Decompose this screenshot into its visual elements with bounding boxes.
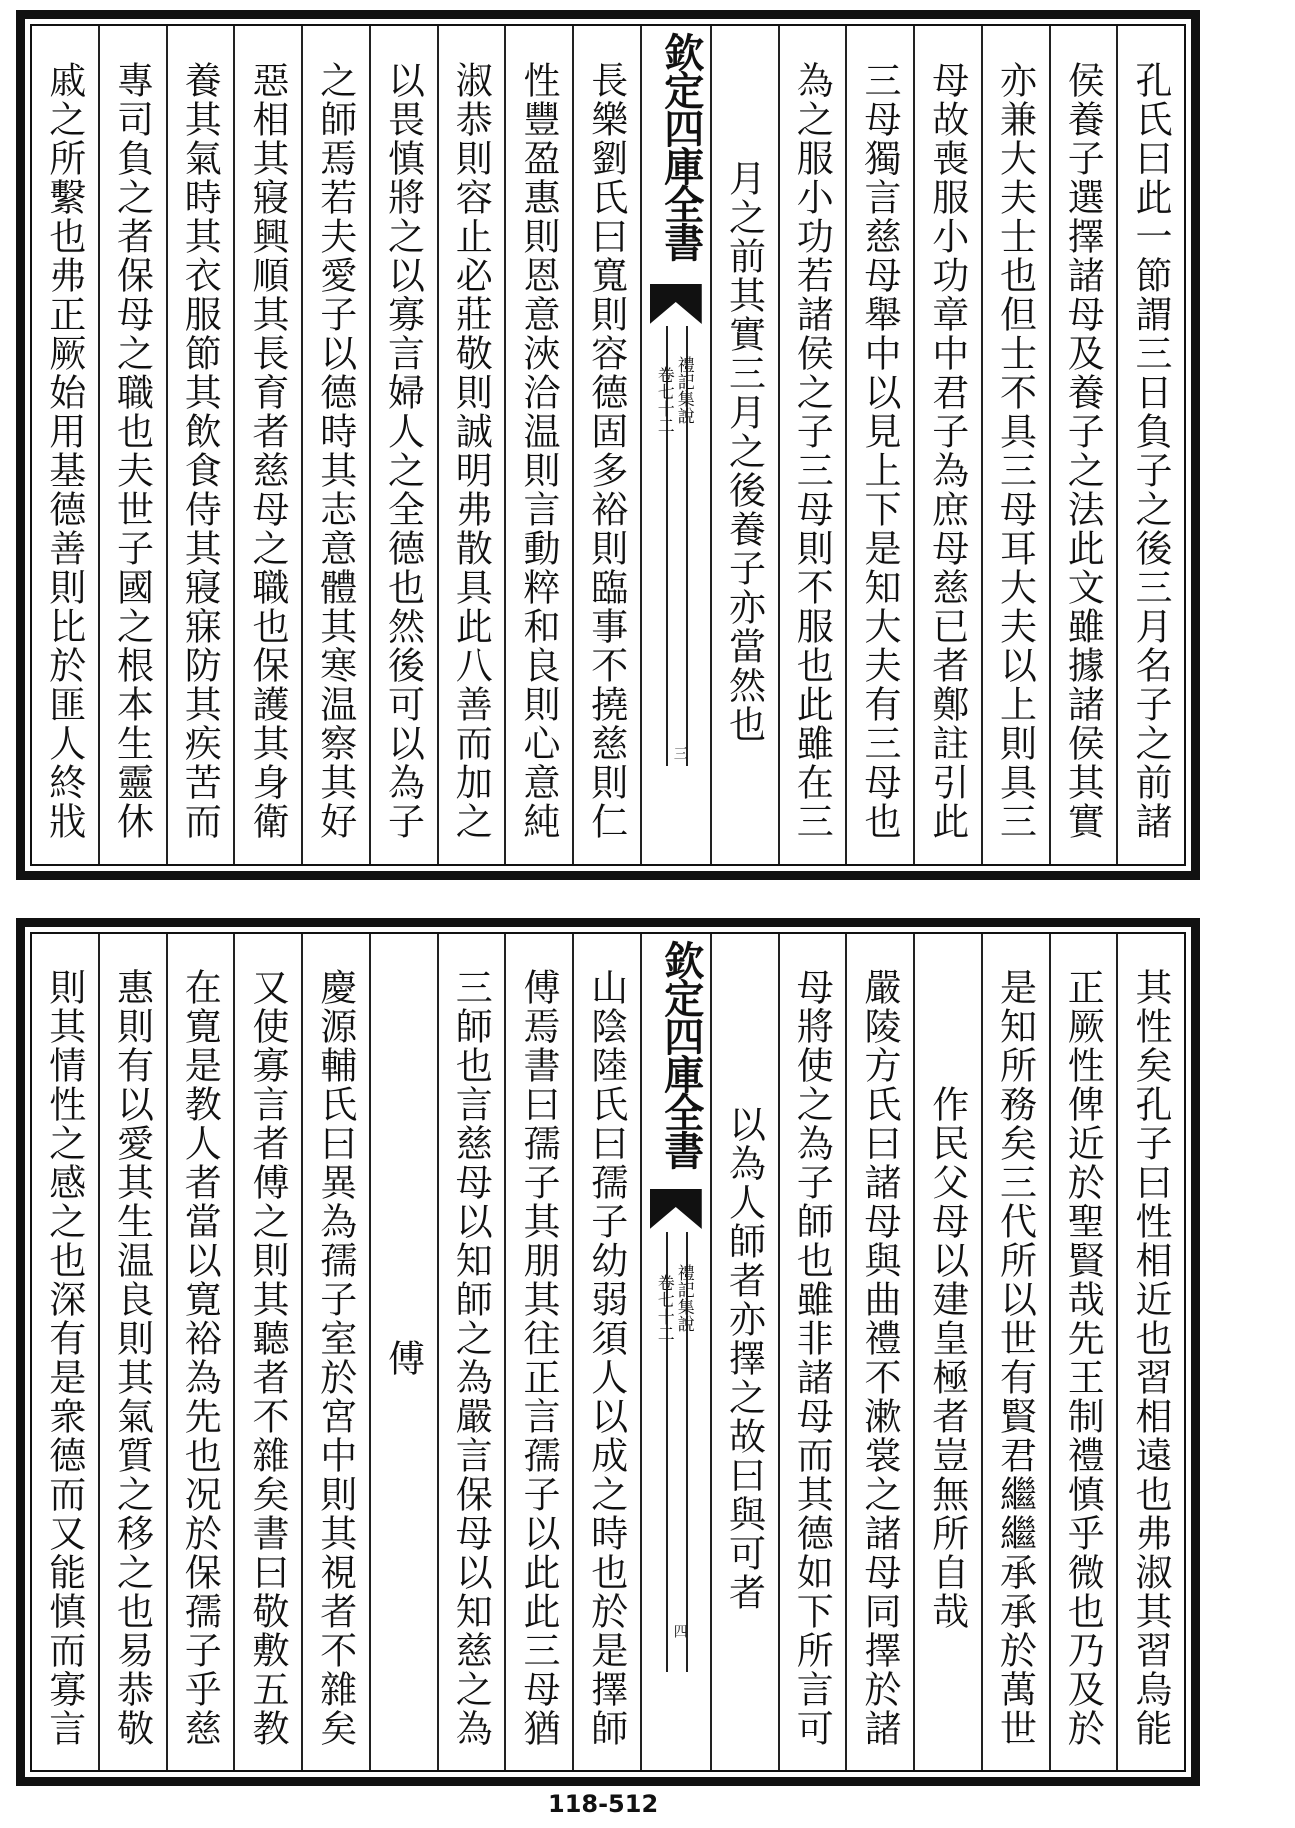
text-column: 在寛是教人者當以寛裕為先也况於保孺子乎慈 (166, 934, 234, 1770)
book-spine-center (640, 26, 710, 864)
text-column: 其性矣孔子曰性相近也習相遠也弗淑其習烏能 (1116, 934, 1184, 1770)
text-column: 月之前其實三月之後養子亦當然也 (710, 26, 778, 864)
page-number: 118-512 (548, 1790, 659, 1818)
book-title: 欽定四庫全書 (657, 940, 705, 1168)
text-column: 為之服小功若諸侯之子三母則不服也此雖在三 (778, 26, 846, 864)
text-column: 三母獨言慈母舉中以見上下是知大夫有三母也 (845, 26, 913, 864)
text-column: 侯養子選擇諸母及養子之法此文雖據諸侯其實 (1049, 26, 1117, 864)
bottom-page-panel (16, 918, 1200, 1786)
text-column: 長樂劉氏曰寬則容德固多裕則臨事不撓慈則仁 (572, 26, 640, 864)
top-page-columns (32, 26, 1184, 864)
bottom-page-inner-frame (30, 932, 1186, 1772)
text-column: 性豐盈惠則恩意浹洽温則言動粹和良則心意純 (504, 26, 572, 864)
text-column: 山陰陸氏曰孺子幼弱須人以成之時也於是擇師 (572, 934, 640, 1770)
book-name: 禮記集說 (673, 1264, 694, 1332)
text-column: 慶源輔氏曰異為孺子室於宮中則其視者不雜矣 (301, 934, 369, 1770)
bottom-page-columns (32, 934, 1184, 1770)
text-column: 專司負之者保母之職也夫世子國之根本生靈休 (98, 26, 166, 864)
folio-number: 四 (671, 1624, 688, 1638)
book-title: 欽定四庫全書 (657, 32, 705, 260)
book-name: 禮記集說 (673, 356, 694, 424)
text-column: 淑恭則容止必莊敬則誠明弗散具此八善而加之 (437, 26, 505, 864)
folio-number: 三 (671, 746, 688, 760)
text-column: 三師也言慈母以知師之為嚴言保母以知慈之為 (437, 934, 505, 1770)
text-column: 孔氏曰此一節謂三日負子之後三月名子之前諸 (1116, 26, 1184, 864)
text-column: 則其情性之感之也深有是衆德而又能慎而寡言 (42, 968, 86, 1748)
book-spine-center (640, 934, 710, 1770)
text-column: 母故喪服小功章中君子為庶母慈已者鄭註引此 (913, 26, 981, 864)
volume-number: 卷七十二 (653, 1274, 674, 1342)
text-column: 惡相其寢興順其長育者慈母之職也保護其身衛 (233, 26, 301, 864)
text-column: 戚之所繫也弗正厥始用基德善則比於匪人終戕 (42, 61, 86, 841)
fish-tail-mark-icon (650, 284, 702, 324)
text-column: 以畏慎將之以寡言婦人之全德也然後可以為子 (369, 26, 437, 864)
text-column: 正厥性俾近於聖賢哉先王制禮慎乎微也乃及於 (1049, 934, 1117, 1770)
text-column: 養其氣時其衣服節其飲食侍其寢寐防其疾苦而 (166, 26, 234, 864)
fish-tail-mark-icon (650, 1189, 702, 1229)
text-column: 惠則有以愛其生温良則其氣質之移之也易恭敬 (98, 934, 166, 1770)
text-column: 傅焉書曰孺子其朋其往正言孺子以此此三母猶 (504, 934, 572, 1770)
volume-number: 卷七十二 (653, 366, 674, 434)
text-column: 母將使之為子師也雖非諸母而其德如下所言可 (778, 934, 846, 1770)
text-column: 又使寡言者傅之則其聽者不雜矣書曰敬敷五教 (233, 934, 301, 1770)
text-column: 是知所務矣三代所以世有賢君繼繼承承於萬世 (981, 934, 1049, 1770)
text-column: 嚴陵方氏曰諸母與曲禮不漱裳之諸母同擇於諸 (845, 934, 913, 1770)
text-column: 作民父母以建皇極者豈無所自哉 (913, 934, 981, 1770)
text-column: 之師焉若夫愛子以德時其志意體其寒温察其好 (301, 26, 369, 864)
top-page-inner-frame (30, 24, 1186, 866)
text-column: 亦兼大夫士也但士不具三母耳大夫以上則具三 (981, 26, 1049, 864)
text-column: 以為人師者亦擇之故曰與可者 (710, 934, 778, 1770)
top-page-panel (16, 10, 1200, 880)
text-column: 傅 (369, 934, 437, 1770)
